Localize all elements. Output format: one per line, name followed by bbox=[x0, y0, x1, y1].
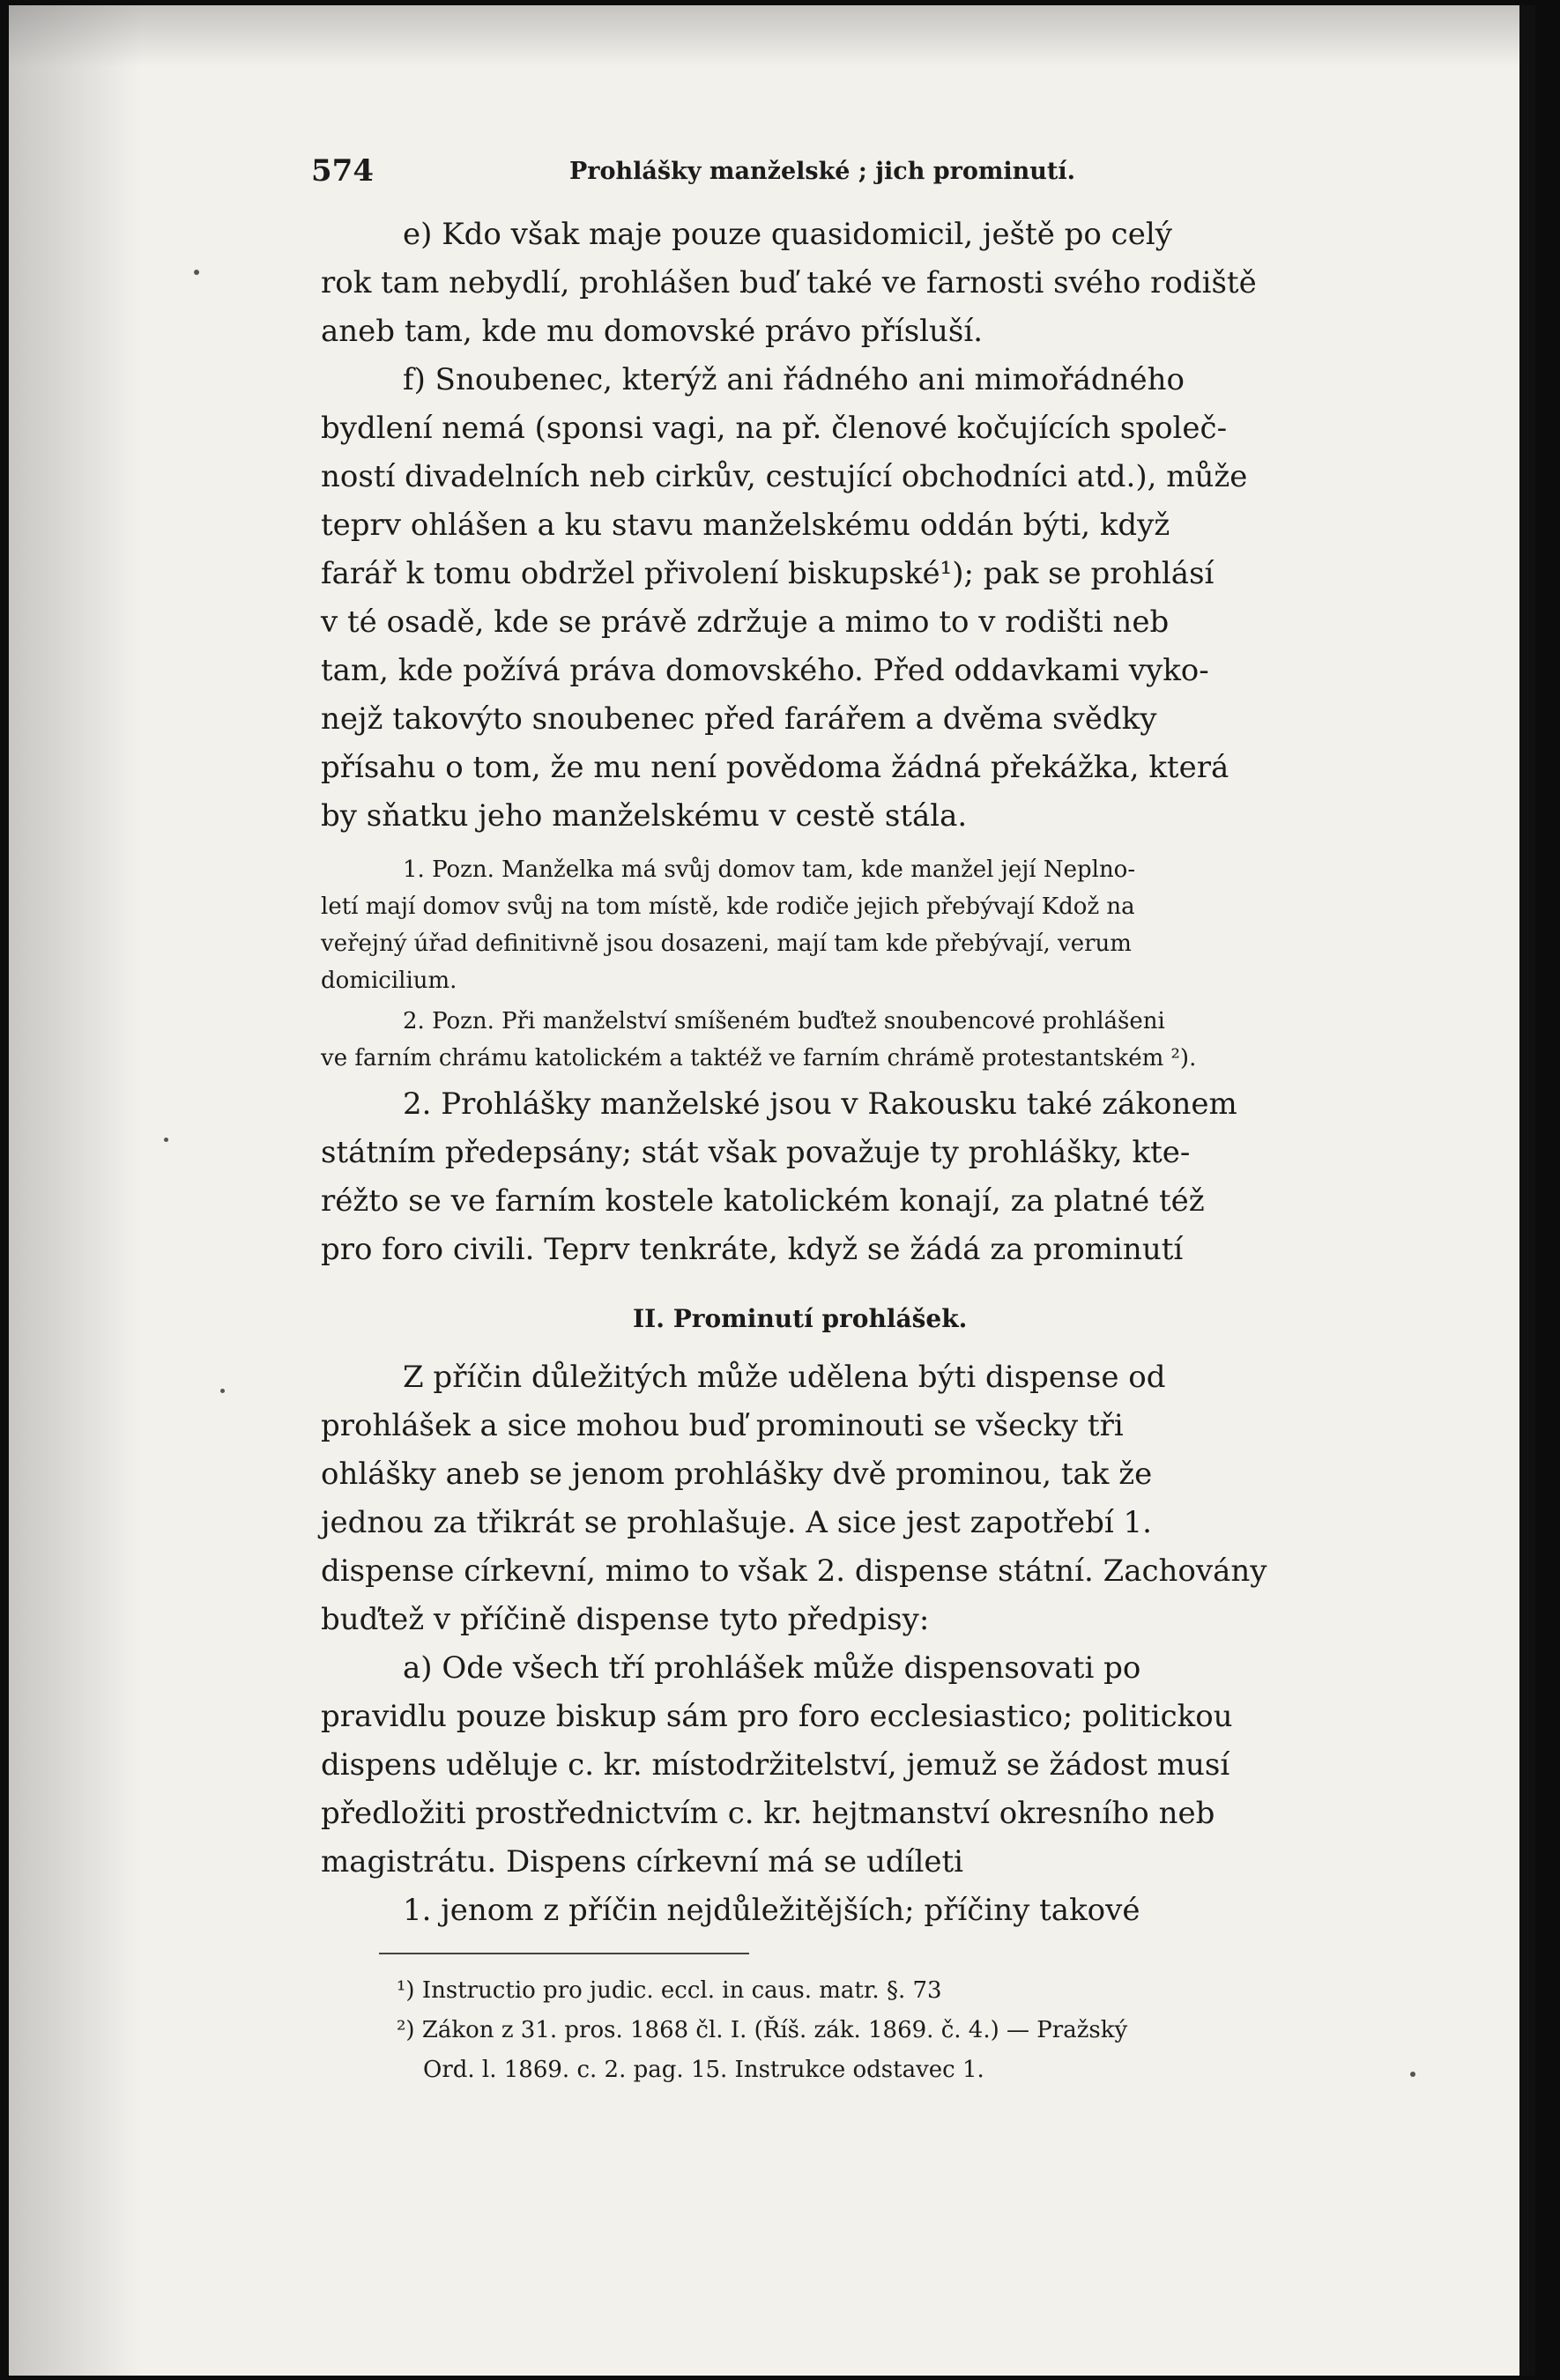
footnote-rule bbox=[379, 1953, 749, 1954]
text-line: jednou za třikrát se prohlašuje. A sice jest zapotřebí 1. bbox=[321, 1505, 1152, 1540]
running-title: Prohlášky manželské ; jich prominutí. bbox=[569, 158, 1076, 185]
page-top-shadow bbox=[9, 5, 1535, 67]
text-line: dispens uděluje c. kr. místodržitelství, jemuž se žádost musí bbox=[321, 1747, 1230, 1783]
scan-border bbox=[1519, 5, 1535, 2376]
text-line: 1. jenom z příčin nejdůležitějších; příčiny takové bbox=[403, 1893, 1140, 1928]
text-line: magistrátu. Dispens církevní má se udíleti bbox=[321, 1844, 964, 1880]
text-line: buďtež v příčině dispense tyto předpisy: bbox=[321, 1602, 930, 1637]
running-head bbox=[311, 153, 1351, 194]
page-edge-shadow bbox=[9, 5, 141, 2376]
note-line: 2. Pozn. Při manželství smíšeném buďtež snoubencové prohlášeni bbox=[403, 1008, 1165, 1034]
book-page bbox=[9, 5, 1535, 2376]
text-line: 2. Prohlášky manželské jsou v Rakousku také zákonem bbox=[403, 1086, 1237, 1122]
text-line: pravidlu pouze biskup sám pro foro ecclesiastico; politickou bbox=[321, 1699, 1233, 1734]
section-heading: II. Prominutí prohlášek. bbox=[633, 1304, 968, 1333]
text-line: státním předepsány; stát však považuje ty prohlášky, kte- bbox=[321, 1135, 1191, 1170]
text-line: f) Snoubenec, kterýž ani řádného ani mimořádného bbox=[403, 362, 1185, 397]
scan-speck bbox=[220, 1389, 225, 1393]
text-line: aneb tam, kde mu domovské právo přísluší. bbox=[321, 314, 984, 349]
text-line: přísahu o tom, že mu není povědoma žádná překážka, která bbox=[321, 750, 1229, 785]
text-line: nejž takovýto snoubenec před farářem a dvěma svědky bbox=[321, 701, 1157, 737]
note-line: letí mají domov svůj na tom místě, kde rodiče jejich přebývají Kdož na bbox=[321, 893, 1135, 920]
text-line: bydlení nemá (sponsi vagi, na př. členové kočujících společ- bbox=[321, 411, 1228, 446]
note-line: ve farním chrámu katolickém a taktéž ve farním chrámě protestantském ²). bbox=[321, 1045, 1197, 1071]
scan-speck bbox=[164, 1138, 168, 1142]
text-line: farář k tomu obdržel přivolení biskupské¹); pak se prohlásí bbox=[321, 556, 1215, 591]
scan-speck bbox=[194, 270, 199, 275]
scan-speck bbox=[1410, 2072, 1415, 2077]
footnote-line: Ord. l. 1869. c. 2. pag. 15. Instrukce odstavec 1. bbox=[423, 2057, 984, 2083]
text-line: Z příčin důležitých může udělena býti dispense od bbox=[403, 1360, 1166, 1395]
note-line: 1. Pozn. Manželka má svůj domov tam, kde manžel její Neplno- bbox=[403, 856, 1136, 883]
text-line: ohlášky aneb se jenom prohlášky dvě prominou, tak že bbox=[321, 1457, 1153, 1492]
text-line: tam, kde požívá práva domovského. Před oddavkami vyko- bbox=[321, 653, 1209, 688]
text-line: dispense církevní, mimo to však 2. dispense státní. Zachovány bbox=[321, 1553, 1267, 1589]
text-line: teprv ohlášen a ku stavu manželskému oddán býti, když bbox=[321, 508, 1170, 543]
text-line: rok tam nebydlí, prohlášen buď také ve farnosti svého rodiště bbox=[321, 265, 1257, 300]
text-line: a) Ode všech tří prohlášek může dispensovati po bbox=[403, 1650, 1141, 1686]
text-line: předložiti prostřednictvím c. kr. hejtmanství okresního neb bbox=[321, 1796, 1215, 1831]
page-number: 574 bbox=[311, 153, 374, 189]
text-line: pro foro civili. Teprv tenkráte, když se žádá za prominutí bbox=[321, 1232, 1184, 1267]
text-line: prohlášek a sice mohou buď prominouti se všecky tři bbox=[321, 1408, 1124, 1443]
note-line: domicilium. bbox=[321, 968, 457, 994]
note-line: veřejný úřad definitivně jsou dosazeni, mají tam kde přebývají, verum bbox=[321, 930, 1132, 957]
text-line: ností divadelních neb cirkův, cestující obchodníci atd.), může bbox=[321, 459, 1248, 494]
text-line: réžto se ve farním kostele katolickém konají, za platné též bbox=[321, 1183, 1205, 1219]
text-line: e) Kdo však maje pouze quasidomicil, ještě po celý bbox=[403, 217, 1172, 252]
text-line: by sňatku jeho manželskému v cestě stála. bbox=[321, 798, 968, 834]
text-line: v té osadě, kde se právě zdržuje a mimo to v rodišti neb bbox=[321, 604, 1170, 640]
footnote-line: ¹) Instructio pro judic. eccl. in caus. matr. §. 73 bbox=[397, 1977, 942, 2004]
footnote-line: ²) Zákon z 31. pros. 1868 čl. I. (Říš. zák. 1869. č. 4.) — Pražský bbox=[397, 2017, 1128, 2043]
